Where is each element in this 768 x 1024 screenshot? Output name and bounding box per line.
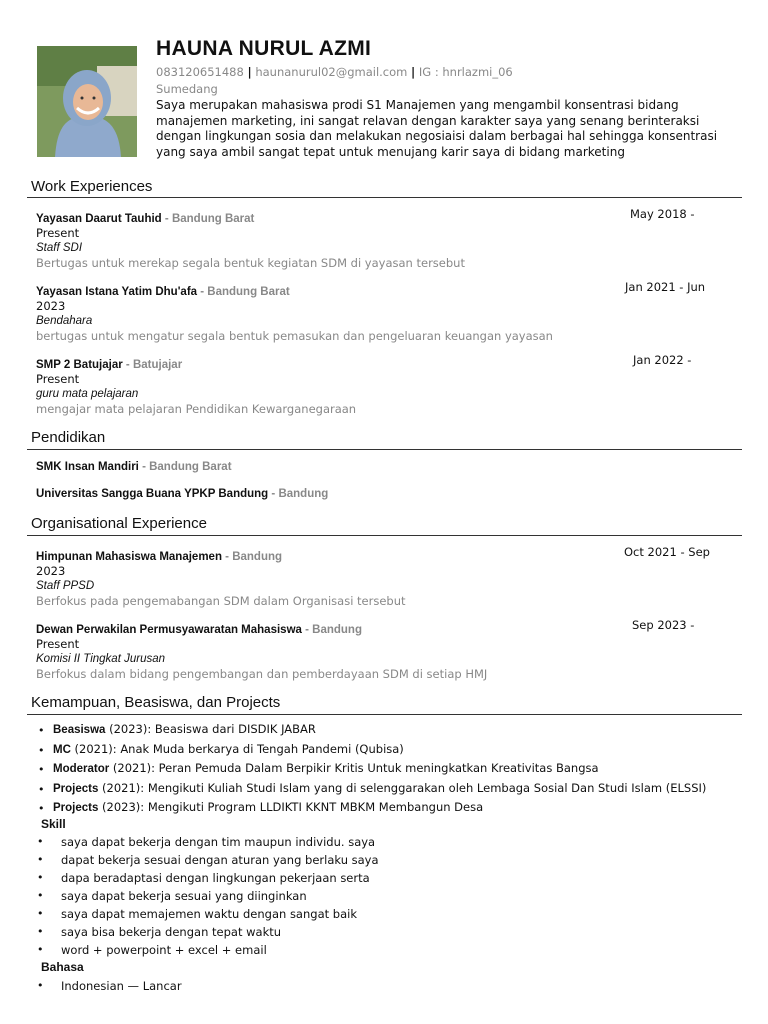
education-location: Bandung xyxy=(278,488,329,500)
work-entry xyxy=(36,353,716,416)
section-divider xyxy=(27,714,742,715)
organisation-name: Himpunan Mahasiswa Manajemen xyxy=(36,551,222,563)
list-item xyxy=(38,742,748,762)
section-divider xyxy=(27,449,742,450)
list-item: • dapa beradaptasi dengan lingkungan pekerjaan serta xyxy=(37,871,379,889)
work-location-sep: - xyxy=(161,213,172,225)
list-item: • dapat bekerja sesuai dengan aturan yang berlaku saya xyxy=(37,853,379,871)
separator: | xyxy=(247,65,252,79)
work-date-end: 2023 xyxy=(36,299,66,313)
education-location-sep: - xyxy=(268,488,279,500)
separator: | xyxy=(411,65,416,79)
item-text: (2023): Mengikuti Program LLDIKTI KKNT MBKM Membangun Desa xyxy=(98,800,484,814)
work-org: Yayasan Istana Yatim Dhu'afa xyxy=(36,286,198,298)
list-item xyxy=(38,722,748,742)
achievements-list xyxy=(38,722,748,820)
education-location: Bandung Barat xyxy=(149,461,232,473)
work-location: Bandung Barat xyxy=(207,286,290,298)
work-entry xyxy=(36,280,716,343)
education-entry xyxy=(36,459,232,473)
profile-photo xyxy=(37,46,137,157)
phone-number: 083120651488 xyxy=(156,65,244,79)
organisation-role: Staff PPSD xyxy=(36,580,95,592)
organisation-location-sep: - xyxy=(221,551,233,563)
organisation-name: Dewan Perwakilan Permusyawaratan Mahasiswa xyxy=(36,624,302,636)
section-title-work: Work Experiences xyxy=(31,178,153,195)
work-description: Bertugas untuk merekap segala bentuk kegiatan SDM di yayasan tersebut xyxy=(36,256,465,270)
section-divider xyxy=(27,535,742,536)
work-location: Bandung Barat xyxy=(171,213,255,225)
work-description: mengajar mata pelajaran Pendidikan Kewarganegaraan xyxy=(36,402,357,416)
section-title-organisation: Organisational Experience xyxy=(31,515,207,532)
item-label: Projects xyxy=(53,802,99,814)
organisation-date-start: Oct 2021 - Sep xyxy=(624,545,710,559)
work-entry xyxy=(36,207,716,270)
work-role: Staff SDI xyxy=(36,242,83,254)
organisation-location: Bandung xyxy=(312,624,362,636)
list-item: • saya bisa bekerja dengan tepat waktu xyxy=(37,925,379,943)
organisation-location-sep: - xyxy=(301,624,313,636)
list-item xyxy=(38,761,748,781)
section-divider xyxy=(27,197,742,198)
work-date-end: Present xyxy=(36,226,80,240)
skill-list xyxy=(37,835,379,961)
education-location-sep: - xyxy=(138,461,150,473)
education-institution: SMK Insan Mandiri xyxy=(36,461,139,473)
list-item: • saya dapat bekerja sesuai yang diinginkan xyxy=(37,889,379,907)
item-label: MC xyxy=(53,743,71,756)
work-date-end: Present xyxy=(36,372,80,386)
list-item: • saya dapat bekerja dengan tim maupun individu. saya xyxy=(37,835,379,853)
profile-photo-illustration xyxy=(37,46,137,157)
organisation-description: Berfokus pada pengemabangan SDM dalam Organisasi tersebut xyxy=(36,594,406,608)
profile-summary: Saya merupakan mahasiswa prodi S1 Manajemen yang mengambil konsentrasi bidang manajemen marketing, ini sangat relavan dengan karakter saya yang senang berinteraksi dengan lingkungan sosia dan melakukan negosiaisi dalam berbagai hal sehingga konsentrasi yang saya ambil sangat tepat untuk menujang karir saya di bidang marketing xyxy=(156,98,718,159)
list-item: • Indonesian — Lancar xyxy=(37,979,182,997)
work-role: Bendahara xyxy=(36,315,93,327)
work-location-sep: - xyxy=(197,286,208,298)
list-item: • word + powerpoint + excel + email xyxy=(37,943,379,961)
education-institution: Universitas Sangga Buana YPKP Bandung xyxy=(36,488,269,500)
organisation-date-end: 2023 xyxy=(36,564,66,578)
location: Sumedang xyxy=(156,82,218,96)
work-date-start: Jan 2022 - xyxy=(633,353,692,367)
work-location: Batujajar xyxy=(132,359,183,371)
organisation-description: Berfokus dalam bidang pengembangan dan pemberdayaan SDM di setiap HMJ xyxy=(36,667,488,681)
candidate-name: HAUNA NURUL AZMI xyxy=(156,37,372,60)
language-heading: Bahasa xyxy=(41,960,84,974)
skill-heading: Skill xyxy=(41,817,66,831)
item-text: (2021): Anak Muda berkarya di Tengah Pandemi (Qubisa) xyxy=(70,741,404,756)
organisation-date-start: Sep 2023 - xyxy=(632,618,695,632)
work-description: bertugas untuk mengatur segala bentuk pemasukan dan pengeluaran keuangan yayasan xyxy=(36,329,553,343)
item-label: Projects xyxy=(53,782,99,795)
item-label: Moderator xyxy=(53,763,110,775)
instagram-handle: IG : hnrlazmi_06 xyxy=(418,65,513,79)
work-org: Yayasan Daarut Tauhid xyxy=(36,213,162,225)
organisation-entry xyxy=(36,545,716,608)
organisation-location: Bandung xyxy=(232,551,283,563)
work-org: SMP 2 Batujajar xyxy=(36,359,123,371)
work-location-sep: - xyxy=(122,359,133,371)
contact-line xyxy=(156,65,513,79)
section-title-skills: Kemampuan, Beasiswa, dan Projects xyxy=(31,694,281,711)
section-title-education: Pendidikan xyxy=(31,429,106,446)
education-entry xyxy=(36,486,328,500)
work-date-start: Jan 2021 - Jun xyxy=(625,280,706,294)
list-item xyxy=(38,800,748,820)
work-role: guru mata pelajaran xyxy=(36,388,139,400)
organisation-entry xyxy=(36,618,716,681)
email-address[interactable]: haunanurul02@gmail.com xyxy=(255,65,408,79)
language-list xyxy=(37,979,182,997)
item-text: (2023): Beasiswa dari DISDIK JABAR xyxy=(105,722,316,736)
list-item xyxy=(38,781,748,801)
item-label: Beasiswa xyxy=(53,724,106,736)
list-item: • saya dapat memajemen waktu dengan sangat baik xyxy=(37,907,379,925)
organisation-role: Komisi II Tingkat Jurusan xyxy=(36,653,166,665)
item-text: (2021): Peran Pemuda Dalam Berpikir Kritis Untuk meningkatkan Kreativitas Bangsa xyxy=(109,761,599,775)
item-text: (2021): Mengikuti Kuliah Studi Islam yang di selenggarakan oleh Lembaga Sosial Dan Studi Islam (ELSSI) xyxy=(98,780,707,795)
work-date-start: May 2018 - xyxy=(630,207,695,221)
organisation-date-end: Present xyxy=(36,637,80,651)
